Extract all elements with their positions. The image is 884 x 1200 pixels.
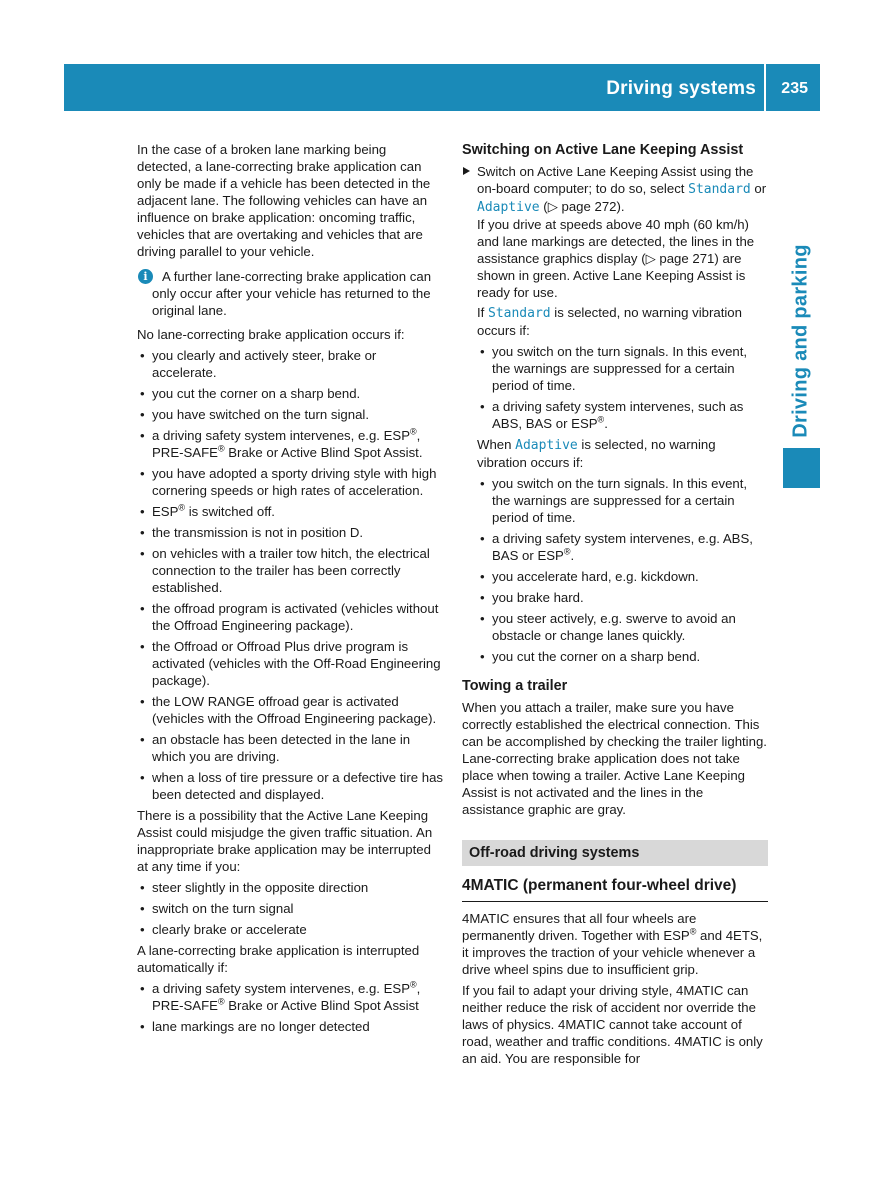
side-tab-label: Driving and parking <box>789 243 812 438</box>
list-item: • you have adopted a sporty driving style with high cornering speeds or high rates of acceleration. <box>137 465 443 499</box>
list-item: • you steer actively, e.g. swerve to avoid an obstacle or change lanes quickly. <box>477 610 768 644</box>
matic-paragraph-1: 4MATIC ensures that all four wheels are permanently driven. Together with ESP® and 4ETS, it improves the traction of your vehicle whenever a drive wheel spins due to insufficient grip. <box>462 911 763 977</box>
left-column <box>137 141 443 1039</box>
list-item: • an obstacle has been detected in the lane in which you are driving. <box>137 731 443 765</box>
list-item: • you brake hard. <box>477 589 768 606</box>
auto-interrupt-lead: A lane-correcting brake application is interrupted automatically if: <box>137 943 420 975</box>
instruction-step <box>462 163 768 665</box>
no-brake-list <box>137 347 443 803</box>
list-item: • lane markings are no longer detected <box>137 1018 443 1035</box>
list-item: • the LOW RANGE offroad gear is activated (vehicles with the Offroad Engineering package). <box>137 693 443 727</box>
list-item: • you clearly and actively steer, brake or accelerate. <box>137 347 443 381</box>
mode-standard-label: Standard <box>688 182 751 197</box>
mode-adaptive-label: Adaptive <box>515 438 578 453</box>
list-item: • a driving safety system intervenes, such as ABS, BAS or ESP®. <box>477 398 768 432</box>
list-item: • you have switched on the turn signal. <box>137 406 443 423</box>
list-item: • a driving safety system intervenes, e.g. ESP®, PRE-SAFE® Brake or Active Blind Spot Assist. <box>137 427 443 461</box>
list-item: • the transmission is not in position D. <box>137 524 443 541</box>
chapter-title: Driving systems <box>606 78 756 99</box>
no-brake-lead: No lane-correcting brake application occurs if: <box>137 327 405 342</box>
right-column <box>462 141 768 1071</box>
list-item: • on vehicles with a trailer tow hitch, the electrical connection to the trailer has been correctly established. <box>137 545 443 596</box>
matic-paragraph-2: If you fail to adapt your driving style, 4MATIC can neither reduce the risk of accident nor override the laws of physics. 4MATIC cannot take account of road, weather and traffic conditions. 4MATIC is only an aid. You are responsible for <box>462 983 763 1066</box>
towing-paragraph: When you attach a trailer, make sure you have correctly established the electrical connection. This can be accomplished by checking the trailer lighting. Lane-correcting brake application does not take place when towing a trailer. Active Lane Keeping Assist is not activated and the lines in the assistance graphic are gray. <box>462 700 767 817</box>
header-divider <box>764 64 766 111</box>
matic-heading: 4MATIC (permanent four-wheel drive) <box>462 876 768 902</box>
adaptive-list <box>477 475 768 665</box>
step-detail: If you drive at speeds above 40 mph (60 km/h) and lane markings are detected, the lines in the assistance graphics display (▷ page 271) are shown in green. Active Lane Keeping Assist is ready for use. <box>477 217 755 300</box>
towing-heading: Towing a trailer <box>462 678 568 694</box>
info-note <box>137 268 443 319</box>
auto-interrupt-list <box>137 980 443 1035</box>
page-number: 235 <box>781 80 808 97</box>
adaptive-lead: When Adaptive is selected, no warning vibration occurs if: <box>477 437 716 470</box>
side-tab-marker <box>783 448 820 488</box>
misjudge-paragraph: There is a possibility that the Active Lane Keeping Assist could misjudge the given traffic situation. An inappropriate brake application may be interrupted at any time if you: <box>137 808 433 874</box>
standard-lead: If Standard is selected, no warning vibration occurs if: <box>477 305 742 338</box>
list-item: • you switch on the turn signals. In this event, the warnings are suppressed for a certain period of time. <box>477 475 768 526</box>
list-item: • you switch on the turn signals. In this event, the warnings are suppressed for a certain period of time. <box>477 343 768 394</box>
list-item: • you accelerate hard, e.g. kickdown. <box>477 568 768 585</box>
step-text: Switch on Active Lane Keeping Assist using the on-board computer; to do so, select Standard or Adaptive (▷ page 272). <box>477 164 767 215</box>
list-item: • you cut the corner on a sharp bend. <box>477 648 768 665</box>
list-item: • the offroad program is activated (vehicles without the Offroad Engineering package). <box>137 600 443 634</box>
info-icon: i <box>138 269 153 284</box>
list-item: • ESP® is switched off. <box>137 503 443 520</box>
page-reference: (▷ page 272). <box>543 199 625 214</box>
list-item: • the Offroad or Offroad Plus drive program is activated (vehicles with the Off-Road Engineering package). <box>137 638 443 689</box>
side-tab <box>781 238 821 443</box>
intro-paragraph: In the case of a broken lane marking being detected, a lane-correcting brake application can only be made if a vehicle has been detected in the adjacent lane. The following vehicles can have an influence on brake application: oncoming traffic, vehicles that are overtaking and vehicles that are driving parallel to your vehicle. <box>137 142 431 259</box>
info-note-text: A further lane-correcting brake application can only occur after your vehicle has returned to the original lane. <box>152 269 432 318</box>
mode-adaptive-label: Adaptive <box>477 200 540 215</box>
standard-list <box>477 343 768 432</box>
list-item: • you cut the corner on a sharp bend. <box>137 385 443 402</box>
arrow-icon <box>463 167 470 175</box>
mode-standard-label: Standard <box>488 306 551 321</box>
section-offroad: Off-road driving systems <box>462 840 768 866</box>
header-bar <box>64 64 820 111</box>
list-item: • a driving safety system intervenes, e.g. ESP®, PRE-SAFE® Brake or Active Blind Spot Assist <box>137 980 443 1014</box>
list-item: • steer slightly in the opposite direction <box>137 879 443 896</box>
list-item: • switch on the turn signal <box>137 900 443 917</box>
interrupt-list <box>137 879 443 938</box>
list-item: • when a loss of tire pressure or a defective tire has been detected and displayed. <box>137 769 443 803</box>
list-item: • clearly brake or accelerate <box>137 921 443 938</box>
list-item: • a driving safety system intervenes, e.g. ABS, BAS or ESP®. <box>477 530 768 564</box>
switching-heading: Switching on Active Lane Keeping Assist <box>462 142 744 158</box>
